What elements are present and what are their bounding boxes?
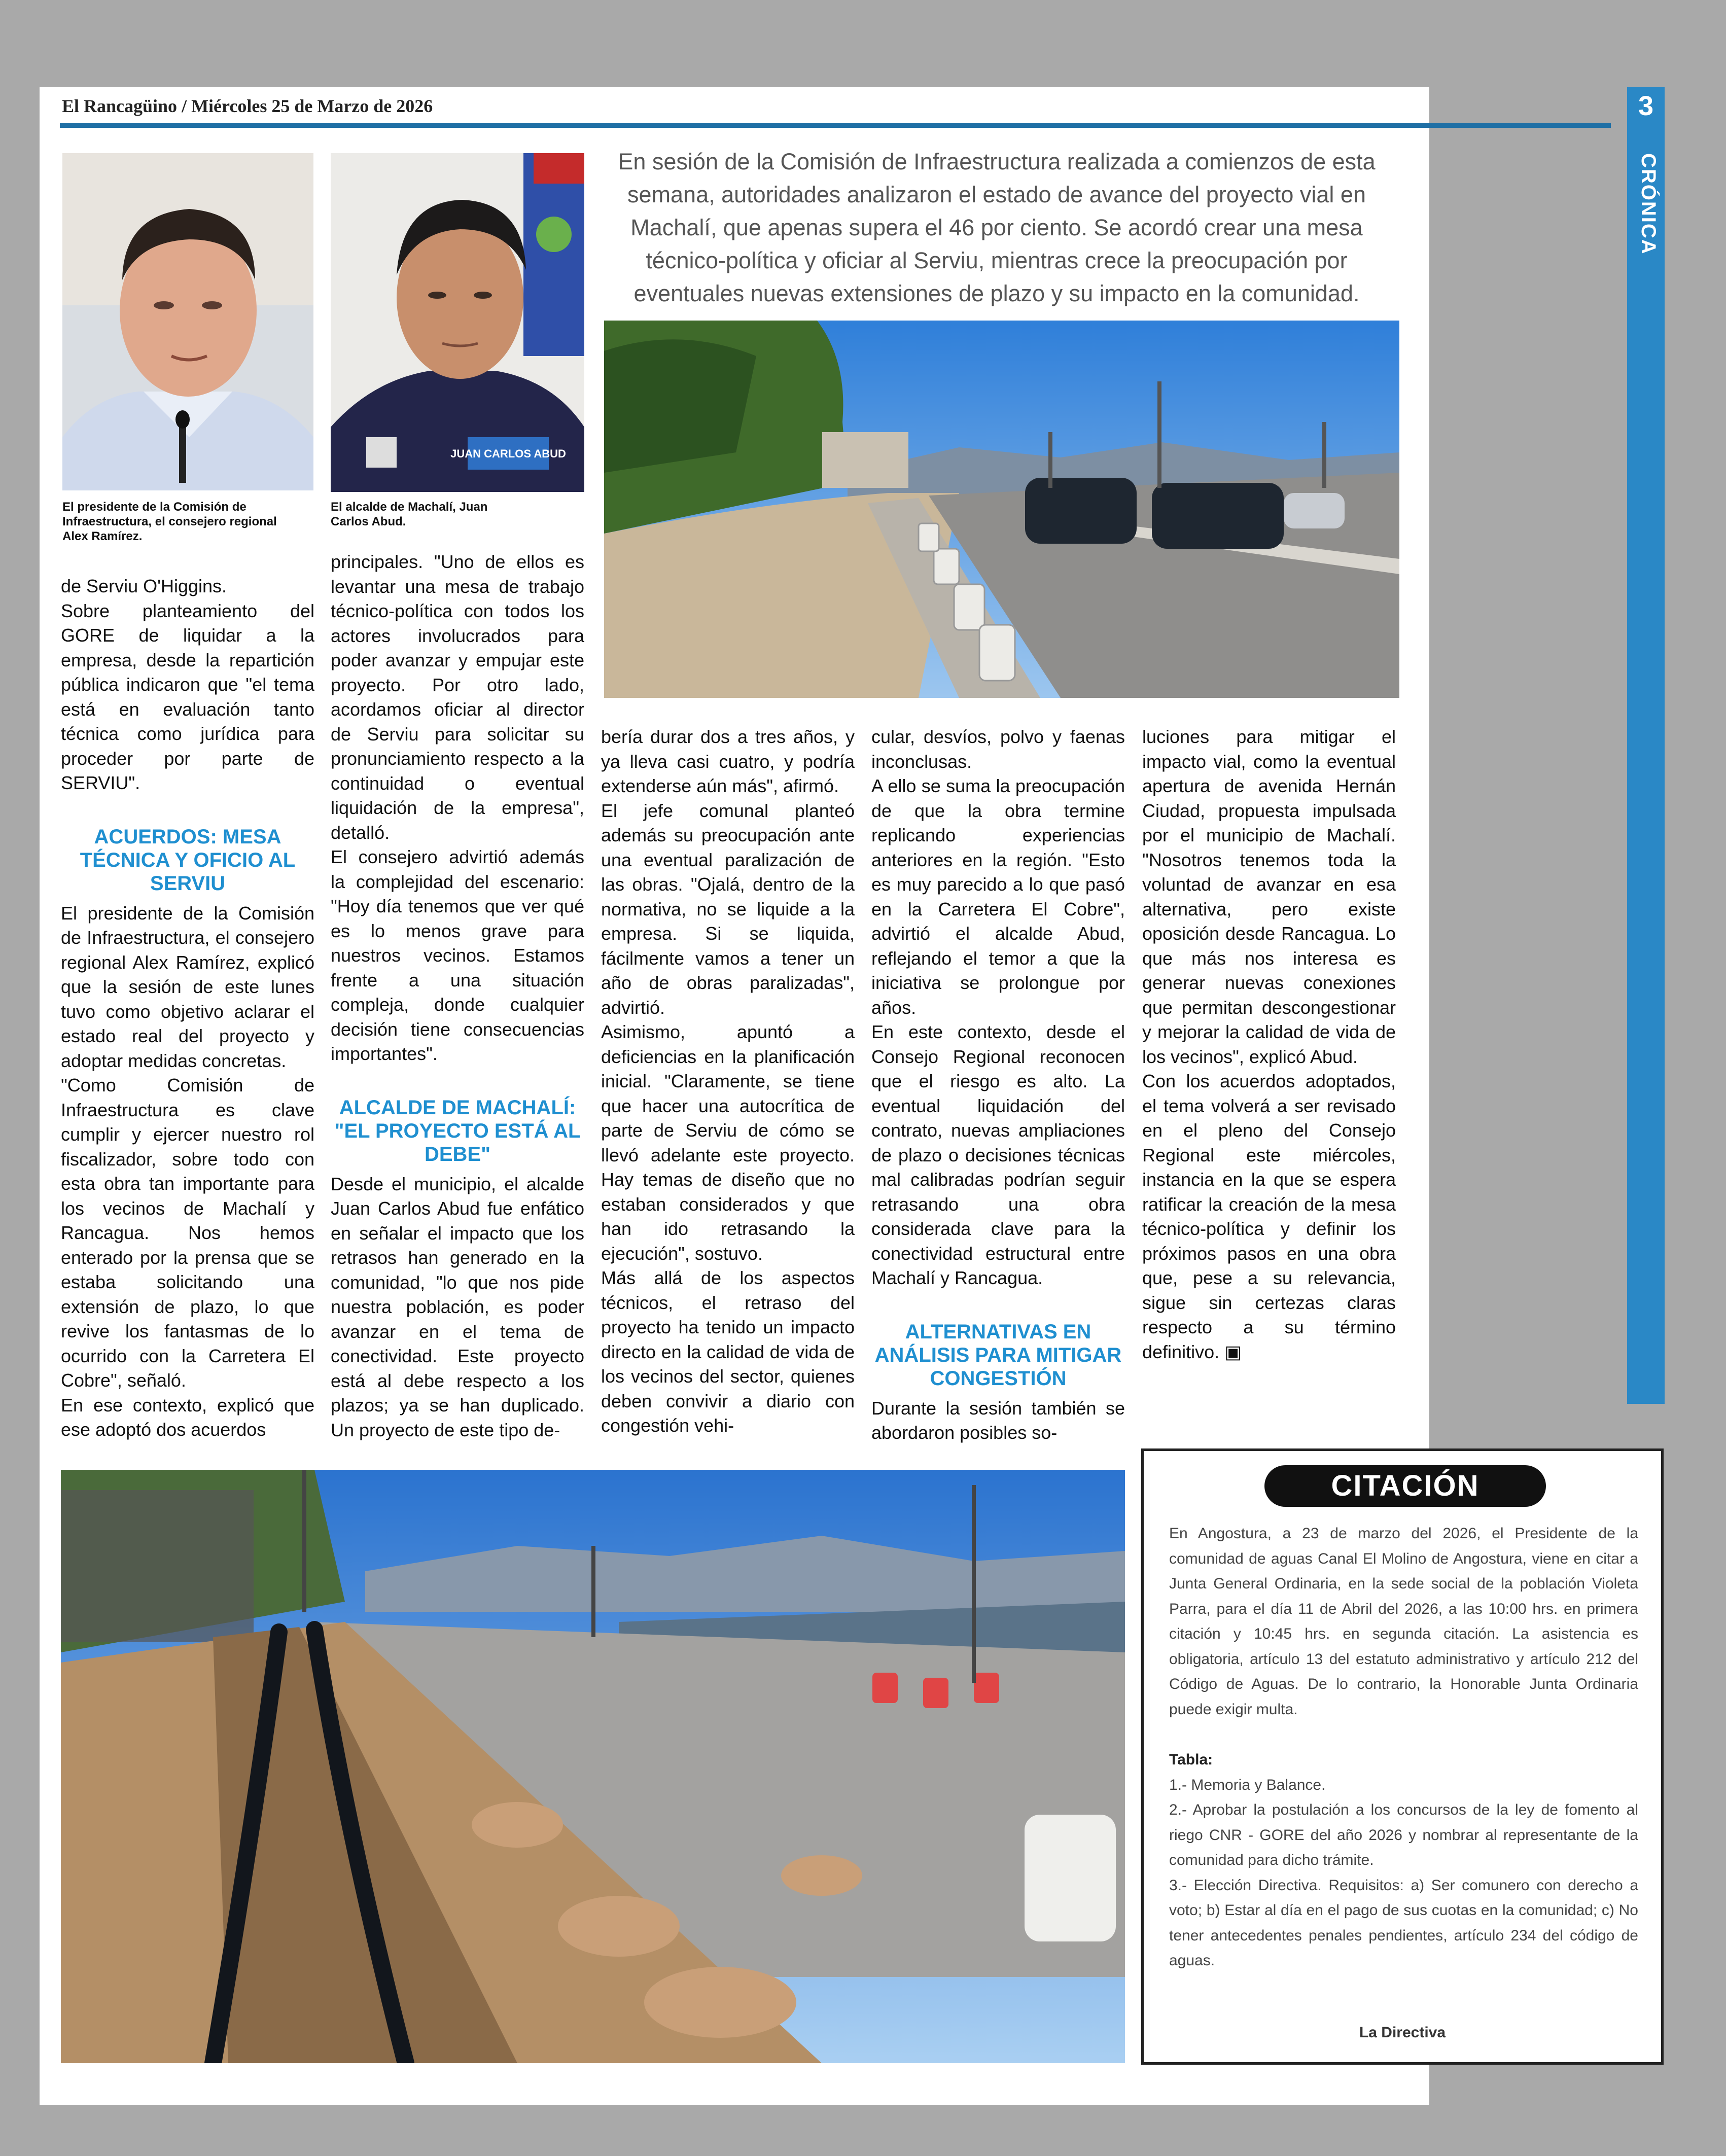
- subheading: ALCALDE DE MACHALÍ: "EL PROYECTO ESTÁ AL DEBE": [334, 1096, 581, 1165]
- paragraph: principales. "Uno de ellos es levantar una mesa de trabajo técnico-política con todos los actores involucrados para poder avanzar y empujar este proyecto. Por otro lado, acordamos oficiar al director de Serviu para solicitar su pronunciamiento respecto a la continuidad o eventual liquidación de la empresa", detalló.: [331, 551, 584, 843]
- citacion-signature: La Directiva: [1359, 2024, 1446, 2041]
- citacion-intro: En Angostura, a 23 de marzo del 2026, el Presidente de la comunidad de aguas Canal El Molino de Angostura, viene en citar a Junta General Ordinaria, en la sede social de la población Violeta Parra, para el día 11 de Abril del 2026, a las 10:00 hrs. en primera citación y 10:45 hrs. en segunda citación. La asistencia es obligatoria, artículo 13 del estatuto administrativo y artículo 212 del Código de Aguas. De lo contrario, la Honorable Junta Ordinaria puede exigir multa.: [1169, 1525, 1638, 1718]
- photo-alex-ramirez: [62, 153, 313, 490]
- photo-road-works: [604, 321, 1399, 698]
- paragraph: Desde el municipio, el alcalde Juan Carlos Abud fue enfático en señalar el impacto que los retrasos han generado en la comunidad, "lo que nos pide nuestra población, es poder avanzar en el tema de conectividad. Este proyecto está al debe respecto a los plazos; ya se han duplicado. Un proyecto de este tipo de-: [331, 1173, 584, 1440]
- citacion-item: 3.- Elección Directiva. Requisitos: a) Ser comunero con derecho a voto; b) Estar al día en el pago de sus cuotas en la comunidad; c) No tener antecedentes penales pendientes, artículo 234 del código de aguas.: [1169, 1877, 1638, 1969]
- paragraph: bería durar dos a tres años, y ya lleva casi cuatro, y podría extenderse aún más", afirmó.: [601, 726, 855, 796]
- citacion-body: [1169, 1521, 1638, 1973]
- paragraph: El consejero advirtió además la complejidad del escenario: "Hoy día tenemos que ver qué es lo menos grave para nuestros vecinos. Estamos frente a una situación compleja, donde cualquier decisión tiene consecuencias importantes".: [331, 846, 584, 1064]
- paragraph: cular, desvíos, polvo y faenas inconclusas.: [871, 726, 1125, 772]
- paragraph: El jefe comunal planteó además su preocupación ante una eventual paralización de las obras. "Ojalá, dentro de la normativa, no se liquide a la empresa. Si se liquida, fácilmente vamos a tener un año de obras paralizadas", advirtió.: [601, 800, 855, 1018]
- paragraph: Durante la sesión también se abordaron posibles so-: [871, 1397, 1125, 1443]
- page-number: 3: [1638, 91, 1654, 121]
- article-column-5: [1142, 725, 1396, 1364]
- page-header: [62, 95, 433, 117]
- paragraph: En este contexto, desde el Consejo Regional reconocen que el riesgo es alto. La eventual liquidación del contrato, nuevas ampliaciones de plazo o decisiones técnicas mal calibradas podrían seguir retrasando una obra considerada clave para la conectividad estructural entre Machalí y Rancagua.: [871, 1021, 1125, 1288]
- citacion-tabla-label: Tabla:: [1169, 1751, 1213, 1768]
- paragraph: En ese contexto, explicó que ese adoptó dos acuerdos: [61, 1394, 314, 1440]
- citacion-title: CITACIÓN: [1264, 1465, 1546, 1507]
- paragraph: El presidente de la Comisión de Infraestructura, el consejero regional Alex Ramírez, explicó que la sesión de este lunes tuvo como objetivo aclarar el estado real del proyecto y adoptar medidas concretas.: [61, 902, 314, 1071]
- subheading: ACUERDOS: MESA TÉCNICA Y OFICIO AL SERVIU: [80, 825, 296, 895]
- subheading: ALTERNATIVAS EN ANÁLISIS PARA MITIGAR CONGESTIÓN: [874, 1320, 1122, 1390]
- section-sidebar: [1627, 87, 1665, 1404]
- article-column-3: [601, 725, 855, 1438]
- header-separator: /: [182, 96, 187, 116]
- paragraph: "Como Comisión de Infraestructura es clave cumplir y ejercer nuestro rol fiscalizador, sobre todo con esta obra tan importante para los vecinos de Machalí y Rancagua. Nos hemos enterado por la prensa que se estaba solicitando una extensión de plazo, lo que revive los fantasmas de lo ocurrido con la Carretera El Cobre", señaló.: [61, 1075, 314, 1391]
- paragraph: de Serviu O'Higgins.: [61, 576, 227, 596]
- paragraph: Con los acuerdos adoptados, el tema volverá a ser revisado en el pleno del Consejo Regional este miércoles, instancia en la que se espera ratificar la creación de la mesa técnico-política y definir los próximos pasos en una obra que, pese a su relevancia, sigue sin certezas claras respecto a su término definitivo. ▣: [1142, 1071, 1396, 1362]
- paragraph: Asimismo, apuntó a deficiencias en la planificación inicial. "Claramente, se tiene que hacer una autocrítica de parte de Serviu de cómo se llevó adelante este proyecto. Hay temas de diseño que no estaban considerados y que han ido retrasando la ejecución", sostuvo.: [601, 1021, 855, 1264]
- paragraph: luciones para mitigar el impacto vial, como la eventual apertura de avenida Hernán Ciudad, propuesta impulsada por el municipio de Machalí. "Nosotros tenemos toda la voluntad de avanzar en esa alternativa, pero existe oposición desde Rancagua. Lo que más nos interesa es generar nuevas conexiones que permitan descongestionar y mejorar la calidad de vida de los vecinos", explicó Abud.: [1142, 726, 1396, 1067]
- photo-caption-2: El alcalde de Machalí, Juan Carlos Abud.: [331, 500, 488, 528]
- paragraph: A ello se suma la preocupación de que la obra termine replicando experiencias anteriores en la región. "Esto es muy parecido a lo que pasó en la Carretera El Cobre", advirtió el alcalde Abud, reflejando el temor a que la iniciativa se prolongue por años.: [871, 775, 1125, 1018]
- paragraph: Más allá de los aspectos técnicos, el retraso del proyecto ha tenido un impacto directo en la calidad de vida de los vecinos del sector, quienes deben convivir a diario con congestión vehi-: [601, 1267, 855, 1436]
- article-column-1: [61, 574, 314, 1442]
- vest-logo-text: JUAN CARLOS ABUD: [450, 447, 566, 460]
- photo-pipe-trench: [61, 1470, 1125, 2063]
- section-label: CRÓNICA: [1637, 153, 1660, 255]
- citacion-item: 1.- Memoria y Balance.: [1169, 1776, 1326, 1793]
- photo-caption-1: El presidente de la Comisión de Infraestructura, el consejero regional Alex Ramírez.: [62, 500, 277, 543]
- article-column-4: [871, 725, 1125, 1445]
- newspaper-name: El Rancagüino: [62, 96, 178, 116]
- issue-date: Miércoles 25 de Marzo de 2026: [191, 96, 433, 116]
- header-rule: [60, 123, 1611, 128]
- paragraph: Sobre planteamiento del GORE de liquidar a la empresa, desde la repartición pública indicaron que "el tema está en evaluación tanto técnica como jurídica para proceder por parte de SERVIU".: [61, 600, 314, 793]
- citacion-notice: [1141, 1448, 1664, 2065]
- article-lead: En sesión de la Comisión de Infraestructura realizada a comienzos de esta semana, autoridades analizaron el estado de avance del proyecto vial en Machalí, que apenas supera el 46 por ciento. Se acordó crear una mesa técnico-política y oficiar al Serviu, mientras crece la preocupación por eventuales nuevas extensiones de plazo y su impacto en la comunidad.: [618, 149, 1376, 306]
- article-column-2: [331, 550, 584, 1442]
- photo-juan-carlos-abud: [331, 153, 584, 492]
- citacion-item: 2.- Aprobar la postulación a los concursos de la ley de fomento al riego CNR - GORE del año 2026 y nombrar al representante de la comunidad para dicho trámite.: [1169, 1801, 1638, 1868]
